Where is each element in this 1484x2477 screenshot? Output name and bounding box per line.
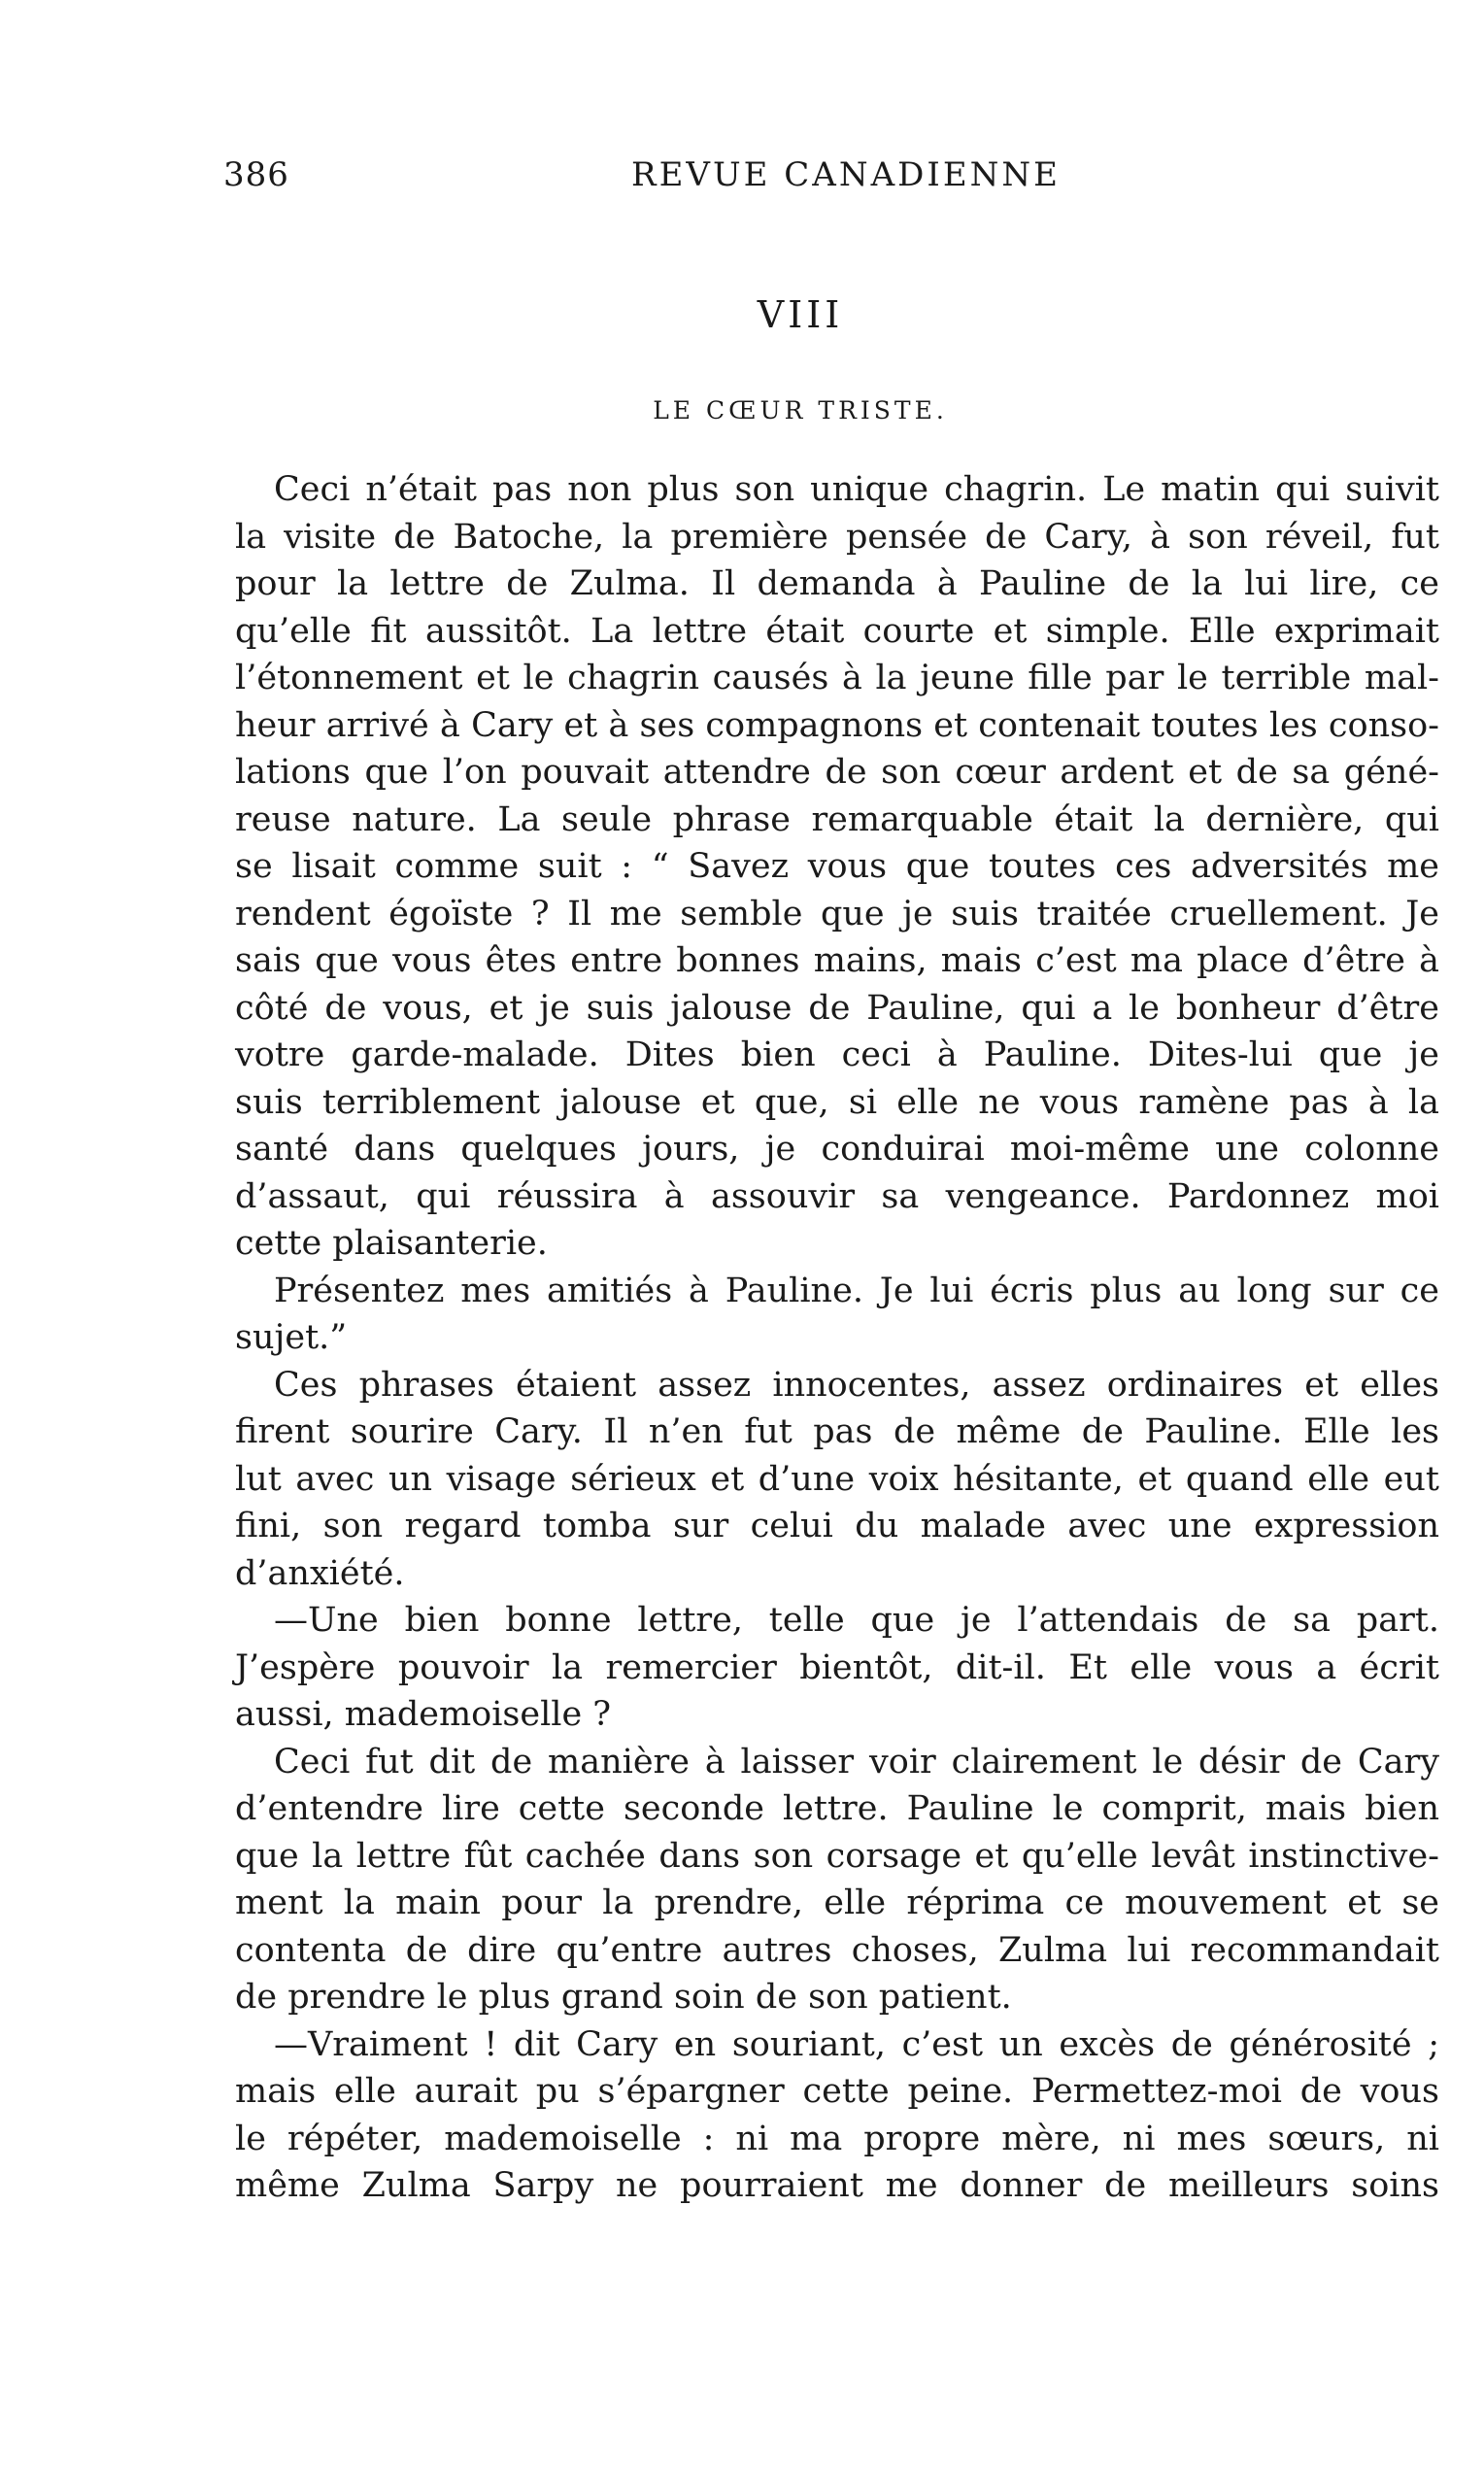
chapter-title: LE CŒUR TRISTE.	[653, 396, 948, 424]
journal-title: REVUE CANADIENNE	[631, 155, 1061, 194]
text-line: lut avec un visage sérieux et d’une voix hésitante, et quand elle eut	[235, 1459, 1439, 1499]
text-line: J’espère pouvoir la remercier bientôt, dit-il. Et elle vous a écrit	[235, 1647, 1439, 1687]
text-line: le répéter, mademoiselle : ni ma propre mère, ni mes sœurs, ni	[235, 2119, 1439, 2158]
text-line: même Zulma Sarpy ne pourraient me donner de meilleurs soins	[235, 2166, 1439, 2205]
text-line: fini, son regard tomba sur celui du malade avec une expression	[235, 1507, 1439, 1545]
body-text	[235, 466, 1439, 2210]
text-line: votre garde-malade. Dites bien ceci à Pauline. Dites-lui que je	[235, 1035, 1439, 1074]
text-line: Ces phrases étaient assez innocentes, assez ordinaires et elles	[274, 1365, 1439, 1405]
text-line: qu’elle fit aussitôt. La lettre était courte et simple. Elle exprimait	[235, 611, 1439, 651]
text-line: côté de vous, et je suis jalouse de Pauline, qui a le bonheur d’être	[235, 988, 1439, 1028]
text-line: d’entendre lire cette seconde lettre. Pauline le comprit, mais bien	[235, 1789, 1439, 1828]
text-line: cette plaisanterie.	[235, 1224, 548, 1263]
text-line: d’anxiété.	[235, 1553, 405, 1593]
text-line: sais que vous êtes entre bonnes mains, mais c’est ma place d’être à	[235, 941, 1439, 980]
text-line: santé dans quelques jours, je conduirai moi-même une colonne	[235, 1130, 1439, 1169]
text-line: sujet.”	[235, 1318, 348, 1357]
text-line: de prendre le plus grand soin de son patient.	[235, 1978, 1012, 2017]
text-line: que la lettre fût cachée dans son corsage et qu’elle levât instinctive-	[235, 1836, 1439, 1876]
text-line: firent sourire Cary. Il n’en fut pas de même de Pauline. Elle les	[235, 1412, 1439, 1451]
page-number: 386	[223, 155, 289, 194]
text-line: —Une bien bonne lettre, telle que je l’attendais de sa part.	[274, 1601, 1439, 1640]
text-line: d’assaut, qui réussira à assouvir sa vengeance. Pardonnez moi	[235, 1176, 1439, 1216]
text-line: ment la main pour la prendre, elle réprima ce mouvement et se	[235, 1883, 1439, 1922]
text-line: reuse nature. La seule phrase remarquable était la dernière, qui	[235, 799, 1439, 839]
text-line: la visite de Batoche, la première pensée de Cary, à son réveil, fut	[235, 517, 1439, 557]
text-line: suis terriblement jalouse et que, si elle ne vous ramène pas à la	[235, 1082, 1439, 1122]
text-line: rendent égoïste ? Il me semble que je suis traitée cruellement. Je	[235, 894, 1439, 933]
text-line: lations que l’on pouvait attendre de son cœur ardent et de sa géné-	[235, 753, 1439, 792]
text-line: se lisait comme suit : “ Savez vous que toutes ces adversités me	[235, 847, 1439, 886]
running-head	[223, 155, 1243, 204]
text-line: Présentez mes amitiés à Pauline. Je lui écris plus au long sur ce	[274, 1271, 1439, 1310]
text-line: Ceci n’était pas non plus son unique chagrin. Le matin qui suivit	[274, 470, 1439, 509]
text-line: contenta de dire qu’entre autres choses, Zulma lui recommandait	[235, 1930, 1439, 1970]
text-line: heur arrivé à Cary et à ses compagnons et contenait toutes les conso-	[235, 705, 1439, 745]
text-line: Ceci fut dit de manière à laisser voir clairement le désir de Cary	[274, 1742, 1439, 1781]
chapter-number: VIII	[757, 293, 844, 336]
text-line: l’étonnement et le chagrin causés à la jeune fille par le terrible mal-	[235, 659, 1439, 697]
text-line: aussi, mademoiselle ?	[235, 1695, 612, 1734]
text-line: pour la lettre de Zulma. Il demanda à Pauline de la lui lire, ce	[235, 564, 1439, 603]
text-line: mais elle aurait pu s’épargner cette peine. Permettez-moi de vous	[235, 2072, 1439, 2111]
text-line: —Vraiment ! dit Cary en souriant, c’est un excès de générosité ;	[274, 2024, 1439, 2064]
